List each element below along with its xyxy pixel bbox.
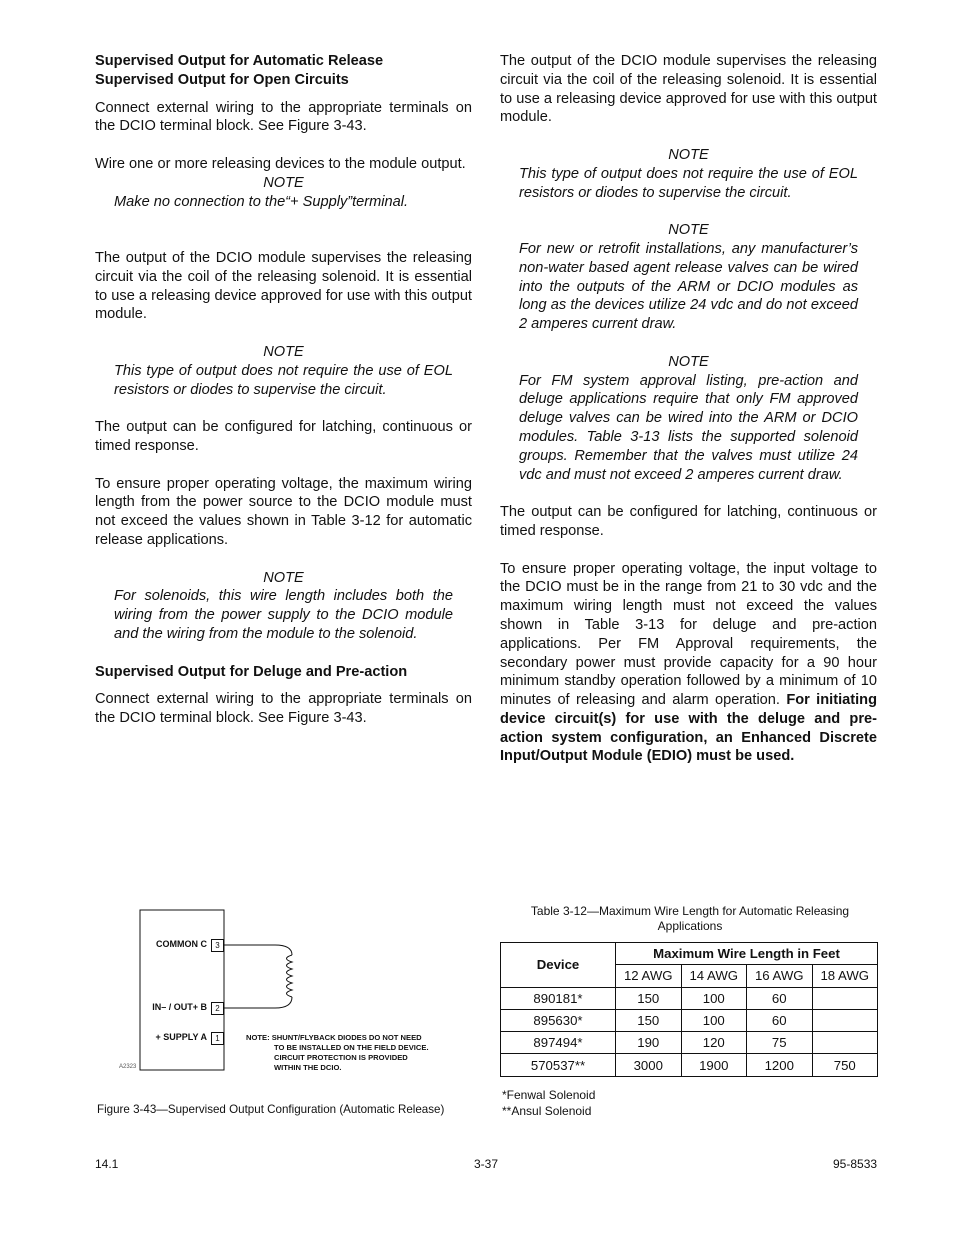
- wire-length-table: [500, 942, 878, 1077]
- paragraph: Connect external wiring to the appropriate terminals on the DCIO terminal block. See Figure 3-43.: [95, 691, 472, 727]
- footer-version: 14.1: [95, 1157, 119, 1171]
- wire-in-out: [223, 997, 292, 1008]
- table-cell: 120: [681, 1032, 747, 1054]
- table-row: [501, 987, 878, 1009]
- wiring-diagram-graphic: [95, 900, 485, 1130]
- footnote: **Ansul Solenoid: [502, 1103, 592, 1118]
- paragraph: The output can be configured for latching, continuous or timed response.: [500, 504, 877, 539]
- table-cell: 570537**: [501, 1054, 616, 1076]
- terminal-number: 1: [211, 1032, 224, 1045]
- table-caption: [500, 904, 880, 934]
- table-cell: [812, 1009, 878, 1031]
- bold-requirement: For initiating device circuit(s) for use with the deluge and pre-action system configuration, an Enhanced Discrete Input/Output Module (EDIO) must be used.: [500, 692, 877, 765]
- heading-auto-release: Supervised Output for Automatic Release: [95, 53, 384, 69]
- note-text: This type of output does not require the use of EOL resistors or diodes to supervise the circuit.: [114, 362, 453, 398]
- table-cell: 150: [616, 1009, 682, 1031]
- paragraph-text: To ensure proper operating voltage, the input voltage to the DCIO must be in the range from 21 to 30 vdc and the maximum wiring length must not exceed the values shown in Table 3-13 for deluge and pre-action applications. Per FM Approval requirements, the secondary power must provide capacity for a 90 hour minimum standby operation followed by a minimum of 10 minutes of releasing and alarm operation.: [500, 560, 877, 709]
- column-header-device: Device: [501, 943, 616, 988]
- table-cell: 150: [616, 987, 682, 1009]
- paragraph: The output can be configured for latching, continuous or timed response.: [95, 419, 472, 454]
- paragraph: Wire one or more releasing devices to the module output.: [95, 155, 466, 172]
- wiring-diagram: [95, 900, 485, 1130]
- table-cell: 60: [747, 987, 813, 1009]
- table-cell: 100: [681, 1009, 747, 1031]
- paragraph: To ensure proper operating voltage, the maximum wiring length from the power source to the DCIO module must not exceed the values shown in Table 3-12 for automatic release applications.: [95, 475, 472, 548]
- note-title: NOTE: [263, 569, 304, 586]
- column-header-gauge: 18 AWG: [812, 965, 878, 987]
- column-header-gauge: 16 AWG: [747, 965, 813, 987]
- table-cell: 895630*: [501, 1009, 616, 1031]
- table-caption-line: Table 3-12—Maximum Wire Length for Automatic Releasing: [530, 904, 850, 918]
- footer-doc-number: 95-8533: [833, 1157, 878, 1171]
- diagram-note-line: NOTE: SHUNT/FLYBACK DIODES DO NOT NEED: [246, 1033, 422, 1042]
- right-column: [500, 52, 877, 766]
- table-cell: 1200: [747, 1054, 813, 1076]
- terminal-label-supply: + SUPPLY A: [155, 1032, 207, 1042]
- table-row: [501, 1054, 878, 1076]
- note-title: NOTE: [668, 222, 709, 239]
- table-footnotes: [502, 1088, 595, 1119]
- left-column: [95, 52, 472, 728]
- column-header-group: Maximum Wire Length in Feet: [616, 943, 878, 965]
- heading-open-circuits: Supervised Output for Open Circuits: [95, 71, 349, 88]
- terminal-number: 2: [211, 1002, 224, 1015]
- diagram-note-line: CIRCUIT PROTECTION IS PROVIDED: [274, 1053, 408, 1062]
- table-cell: 100: [681, 987, 747, 1009]
- figure-caption: Figure 3-43—Supervised Output Configuration (Automatic Release): [97, 1103, 445, 1116]
- table-cell: 75: [747, 1032, 813, 1054]
- table-caption-line: Applications: [657, 919, 723, 933]
- terminal-block-outline: [140, 910, 224, 1070]
- terminal-label-in-out: IN– / OUT+ B: [152, 1002, 207, 1012]
- table-cell: [812, 987, 878, 1009]
- paragraph: Connect external wiring to the appropriate terminals on the DCIO terminal block. See Figure 3-43.: [95, 99, 472, 135]
- paragraph: [500, 560, 877, 767]
- wire-common: [223, 945, 292, 955]
- footnote: *Fenwal Solenoid: [502, 1088, 596, 1102]
- note-title: NOTE: [668, 146, 709, 163]
- note-title: NOTE: [263, 343, 304, 360]
- table-cell: 190: [616, 1032, 682, 1054]
- note-title: NOTE: [263, 174, 304, 191]
- table-cell: 3000: [616, 1054, 682, 1076]
- footer-page-number: 3-37: [474, 1157, 499, 1171]
- diagram-note: [246, 1033, 429, 1073]
- column-header-gauge: 14 AWG: [681, 965, 747, 987]
- diagram-note-line: TO BE INSTALLED ON THE FIELD DEVICE.: [274, 1043, 429, 1052]
- note-title: NOTE: [668, 353, 709, 370]
- terminal-number: 3: [211, 939, 224, 952]
- note-text: For new or retrofit installations, any manufacturer’s non-water based agent release valves can be wired into the outputs of the ARM or DCIO modules as long as the devices utilize 24 vdc and do not exceed 2 amperes current draw.: [519, 240, 858, 333]
- diagram-note-line: WITHIN THE DCIO.: [274, 1063, 342, 1072]
- figure-id: A2323: [119, 1064, 137, 1070]
- column-header-gauge: 12 AWG: [616, 965, 682, 987]
- table-row: [501, 1032, 878, 1054]
- table-cell: [812, 1032, 878, 1054]
- paragraph: The output of the DCIO module supervises the releasing circuit via the coil of the releasing solenoid. It is essential to use a releasing device approved for use with this output module.: [500, 53, 877, 126]
- table-cell: 750: [812, 1054, 878, 1076]
- terminal-label-common: COMMON C: [156, 939, 207, 949]
- note-text: This type of output does not require the use of EOL resistors or diodes to supervise the circuit.: [519, 165, 858, 201]
- table-cell: 60: [747, 1009, 813, 1031]
- note-text: Make no connection to the“+ Supply”terminal.: [114, 193, 409, 210]
- solenoid-coil: [287, 955, 293, 997]
- note-text: For FM system approval listing, pre-action and deluge applications require that only FM approved deluge valves can be wired into the ARM or DCIO modules. Table 3-13 lists the supported solenoid groups. Remember that the valves must utilize 24 vdc and must not exceed 2 amperes current draw.: [519, 372, 858, 483]
- table-cell: 1900: [681, 1054, 747, 1076]
- paragraph: The output of the DCIO module supervises the releasing circuit via the coil of the releasing solenoid. It is essential to use a releasing device approved for use with this output module.: [95, 249, 472, 323]
- table-cell: 897494*: [501, 1032, 616, 1054]
- heading-deluge: Supervised Output for Deluge and Pre-action: [95, 663, 408, 680]
- note-text: For solenoids, this wire length includes both the wiring from the power supply to the DCIO module and the wiring from the module to the solenoid.: [114, 588, 453, 642]
- table-row: [501, 1009, 878, 1031]
- table-cell: 890181*: [501, 987, 616, 1009]
